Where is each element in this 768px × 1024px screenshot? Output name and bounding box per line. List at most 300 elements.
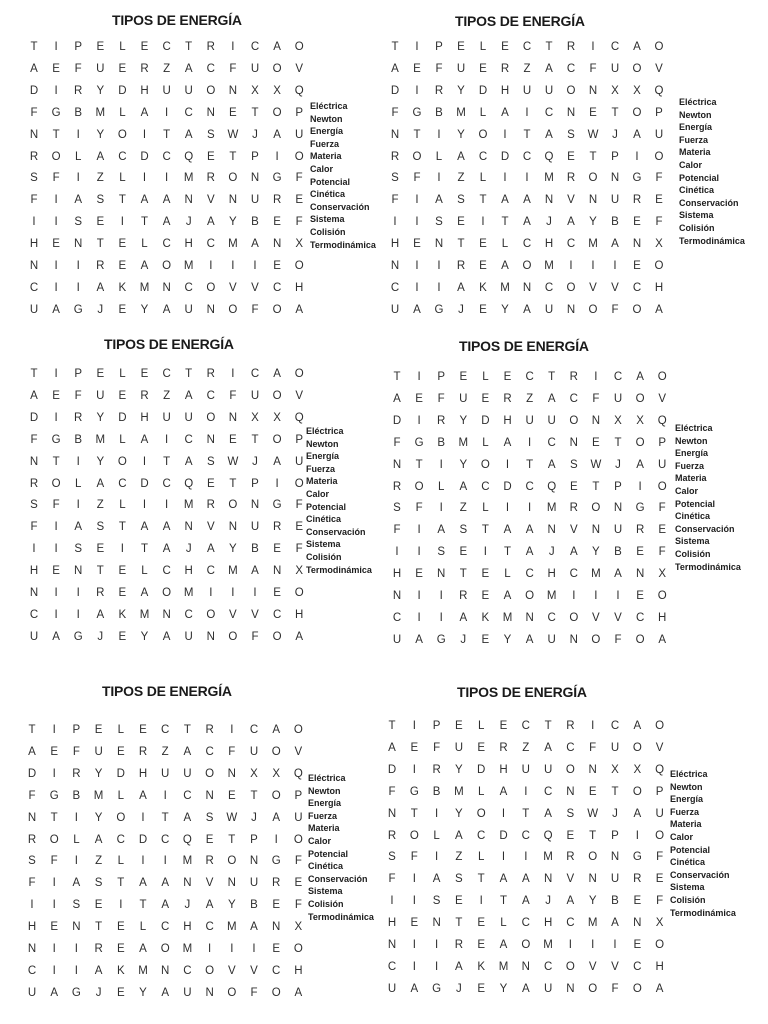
grid-letter[interactable]: E (477, 982, 486, 995)
grid-letter[interactable]: E (655, 873, 664, 886)
grid-letter[interactable]: G (272, 499, 282, 512)
grid-letter[interactable]: I (52, 943, 56, 955)
grid-letter[interactable]: R (72, 767, 81, 780)
grid-letter[interactable]: I (164, 106, 169, 119)
grid-letter[interactable]: T (250, 789, 258, 802)
grid-letter[interactable]: X (655, 238, 663, 251)
grid-letter[interactable]: A (566, 895, 575, 908)
grid-letter[interactable]: A (184, 455, 193, 468)
grid-letter[interactable]: R (632, 194, 642, 207)
grid-letter[interactable]: N (27, 943, 37, 955)
grid-letter[interactable]: N (588, 873, 597, 886)
grid-letter[interactable]: R (74, 84, 83, 97)
grid-letter[interactable]: H (29, 238, 39, 251)
grid-letter[interactable]: R (206, 368, 215, 380)
grid-letter[interactable]: E (118, 260, 127, 272)
grid-letter[interactable]: T (614, 436, 622, 449)
grid-letter[interactable]: Z (455, 851, 463, 864)
grid-letter[interactable]: E (118, 238, 127, 251)
grid-letter[interactable]: N (27, 811, 37, 824)
grid-letter[interactable]: A (74, 194, 83, 207)
grid-letter[interactable]: E (410, 741, 419, 754)
grid-letter[interactable]: I (76, 499, 80, 512)
grid-letter[interactable]: B (437, 436, 446, 449)
grid-letter[interactable]: V (227, 964, 236, 977)
grid-letter[interactable]: I (52, 767, 56, 780)
grid-letter[interactable]: R (569, 371, 578, 383)
grid-letter[interactable]: A (391, 62, 399, 75)
grid-letter[interactable]: N (434, 238, 444, 251)
grid-letter[interactable]: R (206, 172, 215, 185)
grid-letter[interactable]: T (526, 458, 534, 471)
grid-letter[interactable]: A (655, 303, 663, 316)
grid-letter[interactable]: S (206, 455, 215, 468)
grid-letter[interactable]: C (205, 921, 214, 934)
grid-letter[interactable]: T (523, 128, 531, 141)
grid-letter[interactable]: Y (94, 811, 103, 824)
grid-letter[interactable]: R (74, 411, 83, 424)
grid-letter[interactable]: V (655, 62, 663, 75)
grid-letter[interactable]: O (657, 371, 667, 383)
grid-letter[interactable]: T (185, 41, 193, 53)
grid-letter[interactable]: P (437, 371, 446, 383)
grid-letter[interactable]: N (392, 458, 402, 471)
grid-letter[interactable]: P (435, 41, 443, 53)
grid-letter[interactable]: A (28, 745, 36, 758)
grid-letter[interactable]: Y (96, 128, 105, 141)
grid-letter[interactable]: Y (592, 546, 600, 559)
grid-letter[interactable]: Z (161, 745, 169, 758)
grid-letter[interactable]: C (272, 281, 282, 294)
grid-letter[interactable]: L (119, 106, 126, 119)
grid-letter[interactable]: F (589, 62, 597, 75)
grid-letter[interactable]: N (591, 414, 601, 427)
grid-letter[interactable]: C (521, 829, 530, 842)
grid-letter[interactable]: G (414, 436, 424, 449)
grid-letter[interactable]: M (456, 106, 466, 119)
grid-letter[interactable]: E (272, 899, 281, 912)
grid-letter[interactable]: O (227, 986, 237, 999)
grid-letter[interactable]: V (229, 281, 237, 294)
grid-letter[interactable]: U (613, 392, 623, 405)
grid-letter[interactable]: A (521, 873, 530, 886)
grid-letter[interactable]: E (229, 106, 237, 119)
grid-letter[interactable]: V (592, 611, 600, 624)
grid-letter[interactable]: O (654, 150, 664, 163)
grid-letter[interactable]: A (272, 811, 281, 824)
grid-letter[interactable]: I (142, 455, 147, 468)
grid-letter[interactable]: C (569, 392, 578, 405)
grid-letter[interactable]: X (655, 917, 664, 930)
grid-letter[interactable]: Y (457, 84, 465, 97)
grid-letter[interactable]: J (615, 458, 621, 471)
grid-letter[interactable]: C (547, 611, 556, 624)
grid-letter[interactable]: G (73, 630, 83, 643)
grid-letter[interactable]: A (162, 521, 171, 534)
grid-letter[interactable]: I (439, 502, 443, 515)
grid-letter[interactable]: O (566, 281, 576, 294)
grid-letter[interactable]: N (432, 917, 441, 930)
grid-letter[interactable]: E (566, 829, 575, 842)
grid-letter[interactable]: I (164, 172, 169, 185)
grid-letter[interactable]: E (636, 590, 644, 602)
grid-letter[interactable]: P (251, 477, 259, 490)
grid-letter[interactable]: L (119, 172, 126, 185)
grid-letter[interactable]: I (505, 458, 510, 471)
grid-letter[interactable]: H (184, 238, 193, 251)
grid-letter[interactable]: N (205, 789, 214, 802)
grid-letter[interactable]: E (273, 216, 281, 229)
grid-letter[interactable]: F (410, 851, 418, 864)
grid-letter[interactable]: A (162, 303, 171, 316)
grid-letter[interactable]: E (273, 587, 281, 599)
grid-letter[interactable]: A (294, 986, 303, 999)
grid-letter[interactable]: E (477, 917, 486, 930)
grid-letter[interactable]: F (30, 194, 38, 207)
grid-letter[interactable]: N (633, 917, 642, 930)
grid-letter[interactable]: T (228, 833, 236, 846)
grid-letter[interactable]: E (413, 62, 421, 75)
grid-letter[interactable]: F (250, 986, 258, 999)
grid-letter[interactable]: A (525, 524, 534, 537)
grid-letter[interactable]: D (477, 763, 486, 776)
grid-letter[interactable]: O (272, 389, 282, 402)
grid-letter[interactable]: E (139, 724, 147, 736)
grid-letter[interactable]: R (94, 943, 103, 955)
grid-letter[interactable]: V (566, 873, 575, 886)
grid-letter[interactable]: M (95, 106, 106, 119)
grid-letter[interactable]: F (30, 433, 38, 446)
grid-letter[interactable]: I (76, 260, 80, 272)
grid-letter[interactable]: F (592, 392, 600, 405)
grid-letter[interactable]: A (547, 458, 556, 471)
grid-letter[interactable]: N (162, 281, 171, 294)
grid-letter[interactable]: O (272, 630, 282, 643)
grid-letter[interactable]: R (566, 851, 575, 864)
grid-letter[interactable]: O (655, 720, 665, 732)
grid-letter[interactable]: T (592, 480, 600, 493)
grid-letter[interactable]: A (273, 128, 281, 141)
grid-letter[interactable]: O (565, 960, 575, 973)
grid-letter[interactable]: D (140, 477, 149, 490)
grid-letter[interactable]: A (295, 303, 304, 316)
grid-letter[interactable]: I (230, 724, 234, 736)
grid-letter[interactable]: S (569, 458, 578, 471)
grid-letter[interactable]: L (482, 502, 489, 515)
grid-letter[interactable]: U (658, 458, 667, 471)
grid-letter[interactable]: I (568, 939, 572, 951)
grid-letter[interactable]: A (503, 524, 512, 537)
grid-letter[interactable]: R (138, 745, 148, 758)
grid-letter[interactable]: I (415, 194, 419, 207)
grid-letter[interactable]: U (522, 84, 532, 97)
grid-letter[interactable]: I (76, 455, 80, 468)
grid-letter[interactable]: I (437, 172, 441, 185)
grid-letter[interactable]: T (251, 106, 259, 119)
grid-letter[interactable]: C (27, 964, 37, 977)
grid-letter[interactable]: V (251, 281, 259, 294)
grid-letter[interactable]: I (505, 502, 510, 515)
grid-letter[interactable]: I (230, 943, 234, 955)
grid-letter[interactable]: E (633, 216, 641, 229)
grid-letter[interactable]: I (209, 260, 213, 272)
grid-letter[interactable]: F (74, 389, 82, 402)
grid-letter[interactable]: I (74, 855, 78, 868)
grid-letter[interactable]: O (206, 608, 216, 621)
grid-letter[interactable]: M (546, 502, 557, 515)
grid-letter[interactable]: T (499, 895, 508, 908)
grid-letter[interactable]: L (477, 785, 485, 798)
grid-letter[interactable]: R (140, 62, 149, 75)
grid-letter[interactable]: A (162, 630, 171, 643)
grid-letter[interactable]: N (250, 172, 260, 185)
grid-letter[interactable]: Y (589, 216, 597, 229)
grid-letter[interactable]: F (611, 303, 619, 316)
grid-letter[interactable]: I (594, 371, 598, 383)
grid-letter[interactable]: V (206, 194, 215, 207)
grid-letter[interactable]: A (544, 741, 552, 754)
grid-letter[interactable]: G (436, 633, 446, 646)
grid-letter[interactable]: F (589, 741, 597, 754)
grid-letter[interactable]: C (566, 917, 575, 930)
grid-letter[interactable]: J (460, 633, 467, 646)
grid-letter[interactable]: A (140, 260, 149, 272)
grid-letter[interactable]: I (434, 851, 439, 864)
grid-letter[interactable]: R (272, 194, 282, 207)
grid-letter[interactable]: T (30, 368, 38, 380)
grid-letter[interactable]: E (116, 921, 125, 934)
grid-letter[interactable]: F (393, 436, 401, 449)
grid-letter[interactable]: R (459, 590, 468, 602)
grid-letter[interactable]: A (636, 371, 644, 383)
grid-letter[interactable]: C (525, 568, 534, 581)
grid-letter[interactable]: N (632, 238, 642, 251)
grid-letter[interactable]: A (251, 565, 259, 578)
grid-letter[interactable]: S (432, 895, 441, 908)
grid-letter[interactable]: F (30, 521, 38, 534)
grid-letter[interactable]: Q (543, 829, 553, 842)
grid-letter[interactable]: N (392, 590, 402, 602)
grid-letter[interactable]: O (635, 392, 645, 405)
grid-letter[interactable]: M (591, 568, 601, 581)
grid-letter[interactable]: I (395, 546, 399, 559)
grid-letter[interactable]: E (479, 62, 487, 75)
grid-letter[interactable]: P (658, 436, 667, 449)
grid-letter[interactable]: I (481, 216, 485, 229)
grid-letter[interactable]: F (30, 106, 38, 119)
grid-letter[interactable]: C (522, 41, 532, 53)
grid-letter[interactable]: Y (455, 763, 463, 776)
grid-letter[interactable]: A (272, 724, 281, 736)
grid-letter[interactable]: X (658, 568, 667, 581)
grid-letter[interactable]: P (611, 150, 619, 163)
grid-letter[interactable]: A (523, 216, 531, 229)
grid-letter[interactable]: P (655, 106, 663, 119)
grid-letter[interactable]: L (141, 238, 148, 251)
grid-letter[interactable]: T (455, 917, 463, 930)
grid-letter[interactable]: M (182, 855, 193, 868)
grid-letter[interactable]: L (433, 829, 440, 842)
grid-letter[interactable]: N (228, 411, 238, 424)
grid-letter[interactable]: L (482, 371, 489, 383)
grid-letter[interactable]: G (271, 855, 281, 868)
grid-letter[interactable]: F (74, 62, 82, 75)
grid-letter[interactable]: N (525, 611, 534, 624)
grid-letter[interactable]: J (456, 982, 462, 995)
grid-letter[interactable]: E (477, 741, 486, 754)
grid-letter[interactable]: A (633, 807, 642, 820)
grid-letter[interactable]: N (610, 172, 620, 185)
grid-letter[interactable]: B (72, 789, 81, 802)
grid-letter[interactable]: Z (95, 855, 103, 868)
grid-letter[interactable]: U (184, 630, 193, 643)
grid-letter[interactable]: T (163, 128, 171, 141)
grid-letter[interactable]: U (459, 392, 468, 405)
grid-letter[interactable]: A (52, 303, 60, 316)
grid-letter[interactable]: I (415, 260, 419, 272)
grid-letter[interactable]: A (435, 194, 443, 207)
grid-letter[interactable]: B (611, 895, 619, 908)
grid-letter[interactable]: E (118, 389, 127, 402)
grid-letter[interactable]: I (54, 543, 58, 556)
grid-letter[interactable]: O (478, 128, 488, 141)
grid-letter[interactable]: E (116, 745, 125, 758)
grid-letter[interactable]: J (546, 216, 552, 229)
grid-letter[interactable]: A (94, 833, 103, 846)
grid-letter[interactable]: U (610, 873, 620, 886)
grid-letter[interactable]: A (140, 587, 149, 599)
grid-letter[interactable]: C (184, 106, 193, 119)
grid-letter[interactable]: U (250, 521, 260, 534)
grid-letter[interactable]: V (250, 964, 258, 977)
grid-letter[interactable]: I (412, 939, 416, 951)
grid-letter[interactable]: U (94, 745, 103, 758)
grid-letter[interactable]: D (478, 84, 488, 97)
grid-letter[interactable]: F (655, 172, 663, 185)
grid-letter[interactable]: E (52, 238, 60, 251)
grid-letter[interactable]: O (654, 260, 664, 272)
grid-letter[interactable]: A (295, 630, 304, 643)
grid-letter[interactable]: O (51, 477, 61, 490)
grid-letter[interactable]: E (457, 41, 465, 53)
grid-letter[interactable]: R (29, 477, 39, 490)
grid-letter[interactable]: R (503, 392, 512, 405)
grid-letter[interactable]: I (415, 281, 419, 294)
grid-letter[interactable]: R (29, 150, 39, 163)
grid-letter[interactable]: M (228, 238, 238, 251)
grid-letter[interactable]: I (437, 281, 441, 294)
grid-letter[interactable]: F (611, 982, 619, 995)
grid-letter[interactable]: U (295, 128, 304, 141)
grid-letter[interactable]: O (271, 789, 281, 802)
grid-letter[interactable]: I (54, 587, 58, 599)
grid-letter[interactable]: O (228, 630, 238, 643)
grid-letter[interactable]: E (50, 745, 59, 758)
grid-letter[interactable]: Y (457, 128, 465, 141)
grid-letter[interactable]: X (633, 763, 642, 776)
grid-letter[interactable]: O (414, 480, 424, 493)
grid-letter[interactable]: A (410, 982, 419, 995)
grid-letter[interactable]: C (544, 281, 554, 294)
grid-letter[interactable]: L (117, 855, 124, 868)
grid-letter[interactable]: E (415, 392, 423, 405)
grid-letter[interactable]: U (249, 877, 259, 890)
grid-letter[interactable]: L (139, 921, 147, 934)
grid-letter[interactable]: F (391, 194, 399, 207)
grid-letter[interactable]: I (52, 724, 56, 736)
grid-letter[interactable]: O (566, 84, 576, 97)
grid-letter[interactable]: X (614, 414, 622, 427)
grid-letter[interactable]: C (525, 371, 534, 383)
grid-letter[interactable]: I (252, 943, 256, 955)
grid-letter[interactable]: L (141, 565, 148, 578)
grid-letter[interactable]: U (162, 411, 171, 424)
grid-letter[interactable]: V (658, 392, 667, 405)
grid-letter[interactable]: M (183, 260, 194, 272)
grid-letter[interactable]: E (410, 917, 419, 930)
grid-letter[interactable]: I (434, 807, 439, 820)
grid-letter[interactable]: I (32, 216, 36, 229)
grid-letter[interactable]: A (30, 62, 38, 75)
grid-letter[interactable]: P (294, 789, 303, 802)
grid-letter[interactable]: T (481, 524, 489, 537)
grid-letter[interactable]: F (391, 106, 399, 119)
grid-letter[interactable]: C (569, 568, 578, 581)
grid-letter[interactable]: A (273, 455, 281, 468)
grid-letter[interactable]: I (591, 260, 595, 272)
grid-letter[interactable]: I (635, 150, 639, 163)
grid-letter[interactable]: Y (96, 455, 105, 468)
grid-letter[interactable]: T (50, 811, 58, 824)
grid-letter[interactable]: O (635, 436, 645, 449)
grid-letter[interactable]: N (29, 455, 39, 468)
grid-letter[interactable]: N (183, 877, 192, 890)
grid-letter[interactable]: M (544, 172, 554, 185)
grid-letter[interactable]: N (74, 565, 83, 578)
grid-letter[interactable]: Y (96, 411, 105, 424)
grid-letter[interactable]: I (613, 939, 617, 951)
grid-letter[interactable]: R (454, 939, 464, 951)
grid-letter[interactable]: C (390, 281, 400, 294)
grid-letter[interactable]: C (183, 964, 192, 977)
grid-letter[interactable]: L (477, 851, 485, 864)
grid-letter[interactable]: A (544, 807, 552, 820)
grid-letter[interactable]: A (140, 521, 149, 534)
grid-letter[interactable]: F (295, 543, 303, 556)
grid-letter[interactable]: U (613, 524, 623, 537)
grid-letter[interactable]: H (295, 608, 304, 621)
grid-letter[interactable]: I (613, 260, 617, 272)
grid-letter[interactable]: I (54, 216, 58, 229)
grid-letter[interactable]: F (435, 62, 443, 75)
grid-letter[interactable]: O (569, 414, 579, 427)
grid-letter[interactable]: O (206, 411, 216, 424)
grid-letter[interactable]: M (95, 433, 106, 446)
grid-letter[interactable]: A (74, 521, 83, 534)
grid-letter[interactable]: E (50, 921, 59, 934)
grid-letter[interactable]: I (524, 785, 528, 798)
grid-letter[interactable]: P (655, 785, 664, 798)
grid-letter[interactable]: T (140, 216, 149, 229)
grid-letter[interactable]: G (434, 303, 444, 316)
grid-letter[interactable]: S (74, 543, 83, 556)
grid-letter[interactable]: J (185, 216, 192, 229)
grid-letter[interactable]: I (439, 611, 443, 624)
grid-letter[interactable]: I (54, 41, 58, 53)
grid-letter[interactable]: I (527, 502, 532, 515)
grid-letter[interactable]: Y (94, 767, 103, 780)
grid-letter[interactable]: S (435, 216, 443, 229)
